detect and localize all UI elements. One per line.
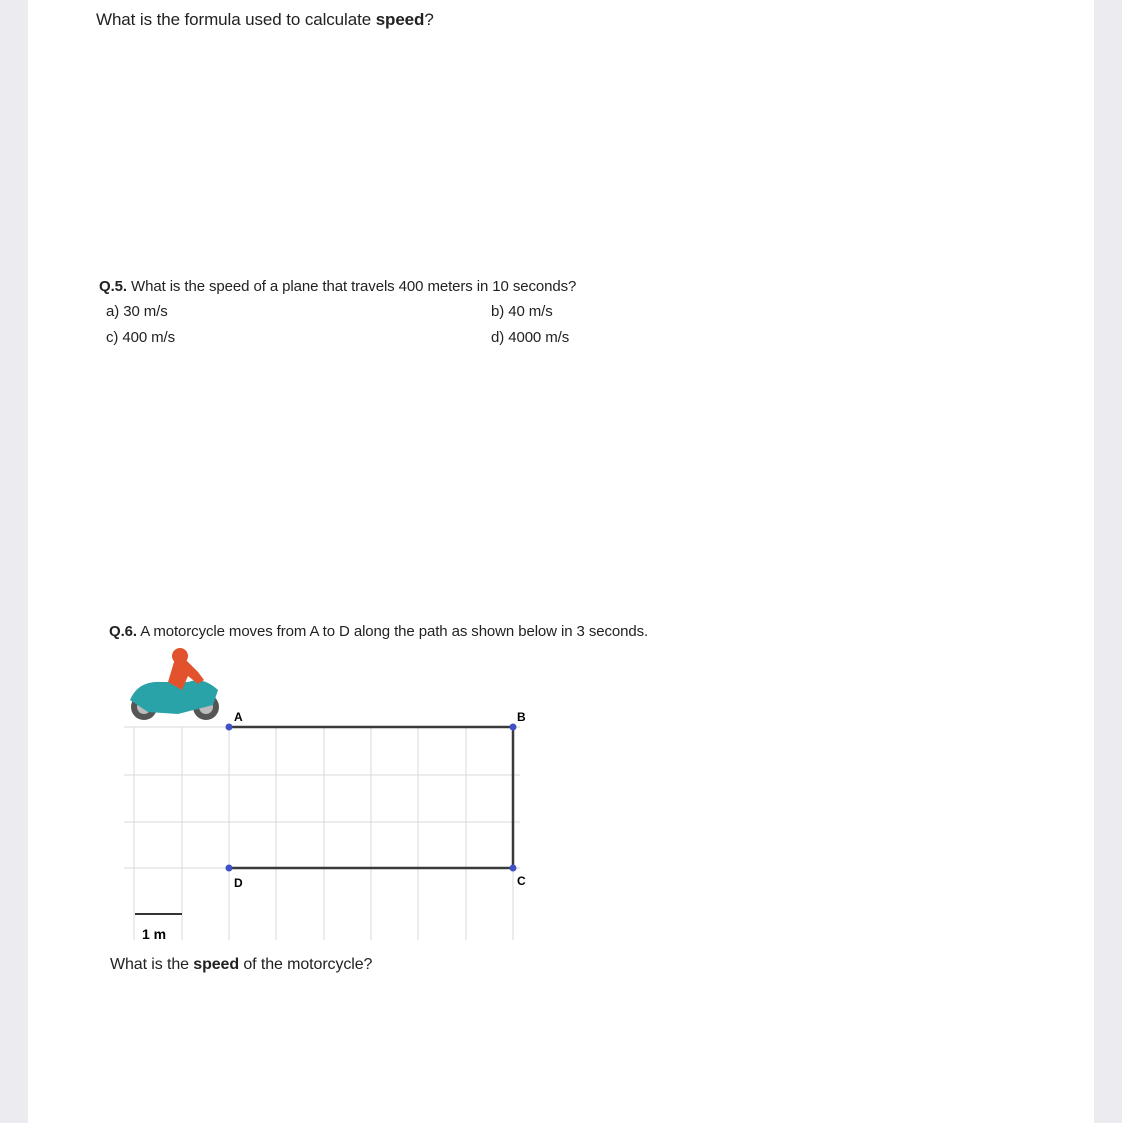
q4-bold-word: speed xyxy=(375,10,425,29)
q4-text-end: ? xyxy=(424,10,434,29)
point-b-label: B xyxy=(517,710,526,724)
point-d-dot xyxy=(226,865,233,872)
q5-option-b[interactable]: b) 40 m/s xyxy=(491,303,553,320)
q6-number: Q.6. xyxy=(109,623,137,640)
q5-option-c[interactable]: c) 400 m/s xyxy=(106,329,176,346)
q5-number: Q.5. xyxy=(99,278,127,295)
q6-followup-bold: speed xyxy=(193,956,240,973)
q5-option-a[interactable]: a) 30 m/s xyxy=(106,303,168,320)
q4-text: What is the formula used to calculate xyxy=(96,10,376,29)
point-a-dot xyxy=(226,724,233,731)
point-d-label: D xyxy=(234,876,243,890)
q6-followup xyxy=(110,956,372,974)
point-a-label: A xyxy=(234,710,243,724)
rider-helmet xyxy=(172,648,188,664)
q5-option-d[interactable]: d) 4000 m/s xyxy=(491,329,570,346)
scale-label: 1 m xyxy=(142,926,167,942)
point-c-label: C xyxy=(517,874,526,888)
q6-text: A motorcycle moves from A to D along the path as shown below in 3 seconds. xyxy=(136,623,649,640)
q6-followup-text: What is the xyxy=(110,956,194,973)
motorcycle-icon xyxy=(130,648,219,720)
grid-lines xyxy=(124,727,520,940)
point-b-dot xyxy=(510,724,517,731)
q6-followup-end: of the motorcycle? xyxy=(239,956,373,973)
q5-text: What is the speed of a plane that travels 400 meters in 10 seconds? xyxy=(126,278,577,295)
point-c-dot xyxy=(510,865,517,872)
path-diagram xyxy=(28,0,1094,1123)
worksheet-page xyxy=(28,0,1094,1123)
